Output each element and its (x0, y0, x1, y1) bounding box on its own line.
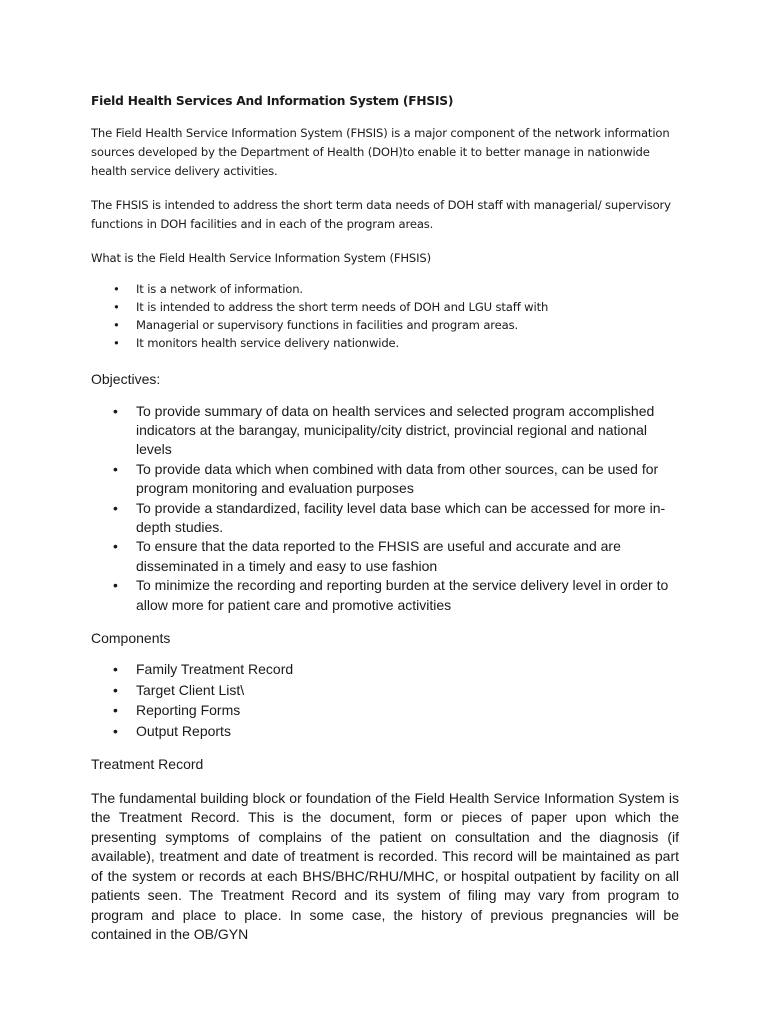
document-title: Field Health Services And Information System (FHSIS) (91, 94, 454, 108)
what-is-list (91, 280, 679, 352)
list-item: • To ensure that the data reported to the FHSIS are useful and accurate and are disseminated in a timely and easy to use fashion (113, 537, 679, 576)
intro-paragraph-2: The FHSIS is intended to address the short term data needs of DOH staff with managerial/ supervisory functions in DOH facilities and in each of the program areas. (91, 198, 671, 231)
list-item: • To provide data which when combined with data from other sources, can be used for program monitoring and evaluation purposes (113, 460, 679, 499)
what-is-heading: What is the Field Health Service Information System (FHSIS) (91, 251, 431, 265)
list-item: • To provide summary of data on health services and selected program accomplished indicators at the barangay, municipality/city district, provincial regional and national levels (113, 402, 679, 460)
list-item: • Reporting Forms (113, 701, 679, 720)
list-item: • Managerial or supervisory functions in facilities and program areas. (113, 316, 679, 334)
list-item: • It is a network of information. (113, 280, 679, 298)
intro-paragraph-1: The Field Health Service Information System (FHSIS) is a major component of the network information sources developed by the Department of Health (DOH)to enable it to better manage in nationwide health service delivery activities. (91, 126, 670, 178)
treatment-paragraph: The fundamental building block or foundation of the Field Health Service Information System is the Treatment Record. This is the document, form or pieces of paper upon which the presenting symptoms of complains of the patient on consultation and the diagnosis (if available), treatment and date of treatment is recorded. This record will be maintained as part of the system or records at each BHS/BHC/RHU/MHC, or hospital outpatient by facility on all patients seen. The Treatment Record and its system of filing may vary from program to program and place to place. In some case, the history of previous pregnancies will be contained in the OB/GYN (91, 789, 679, 943)
treatment-heading: Treatment Record (91, 756, 204, 773)
list-item: • It monitors health service delivery nationwide. (113, 334, 679, 352)
list-item: • Family Treatment Record (113, 660, 679, 679)
list-item: • To minimize the recording and reporting burden at the service delivery level in order to allow more for patient care and promotive activities (113, 576, 679, 615)
list-item: • It is intended to address the short term needs of DOH and LGU staff with (113, 298, 679, 316)
list-item: • Output Reports (113, 722, 679, 741)
components-list (91, 660, 679, 741)
document-page (91, 92, 679, 945)
objectives-list (91, 402, 679, 615)
list-item: • Target Client List\ (113, 681, 679, 700)
objectives-heading: Objectives: (91, 371, 161, 387)
components-heading: Components (91, 629, 171, 646)
list-item: • To provide a standardized, facility level data base which can be accessed for more in-depth studies. (113, 499, 679, 538)
